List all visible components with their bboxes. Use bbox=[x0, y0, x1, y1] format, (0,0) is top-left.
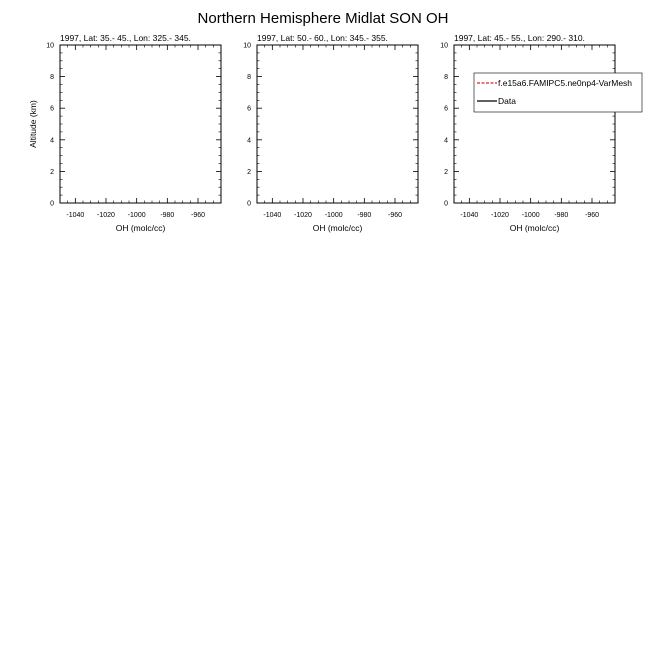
x-axis-label: OH (molc/cc) bbox=[312, 223, 363, 233]
y-tick-label: 10 bbox=[440, 42, 448, 50]
plot-frame bbox=[257, 45, 418, 203]
x-tick-label: -1040 bbox=[66, 212, 85, 219]
x-tick-label: -980 bbox=[357, 212, 372, 219]
y-tick-label: 2 bbox=[247, 168, 251, 176]
y-tick-label: 4 bbox=[444, 137, 448, 145]
legend-label: Data bbox=[498, 96, 516, 106]
x-axis-label: OH (molc/cc) bbox=[115, 223, 166, 233]
x-tick-label: -1020 bbox=[97, 212, 115, 219]
y-tick-label: 10 bbox=[243, 42, 251, 50]
y-tick-label: 4 bbox=[50, 137, 54, 145]
x-tick-label: -980 bbox=[160, 212, 175, 219]
x-tick-label: -960 bbox=[190, 212, 206, 219]
x-tick-label: -1000 bbox=[324, 212, 343, 219]
y-tick-label: 6 bbox=[444, 105, 448, 113]
x-tick-label: -1020 bbox=[294, 212, 312, 219]
panel-title: 1997, Lat: 35.- 45., Lon: 325.- 345. bbox=[60, 33, 191, 43]
x-tick-label: -1020 bbox=[491, 212, 509, 219]
y-tick-label: 10 bbox=[46, 42, 54, 50]
figure-title: Northern Hemisphere Midlat SON OH bbox=[197, 10, 449, 27]
legend bbox=[474, 73, 642, 112]
y-axis-label: Altitude (km) bbox=[28, 100, 38, 148]
y-tick-label: 8 bbox=[444, 74, 448, 82]
panel-3 bbox=[440, 33, 642, 233]
y-tick-label: 0 bbox=[50, 200, 54, 208]
plot-frame bbox=[454, 45, 615, 203]
y-tick-label: 6 bbox=[50, 105, 54, 113]
y-tick-label: 8 bbox=[247, 74, 251, 82]
y-tick-label: 8 bbox=[50, 74, 54, 82]
legend-label: f.e15a6.FAMIPC5.ne0np4-VarMesh bbox=[498, 78, 633, 88]
x-tick-label: -1040 bbox=[460, 212, 479, 219]
x-tick-label: -1000 bbox=[521, 212, 540, 219]
y-tick-label: 0 bbox=[444, 200, 448, 208]
panel-2 bbox=[243, 33, 418, 233]
plot-frame bbox=[60, 45, 221, 203]
panel-1 bbox=[28, 33, 221, 233]
panel-title: 1997, Lat: 50.- 60., Lon: 345.- 355. bbox=[257, 33, 388, 43]
x-tick-label: -960 bbox=[387, 212, 403, 219]
x-axis-label: OH (molc/cc) bbox=[509, 223, 560, 233]
panel-title: 1997, Lat: 45.- 55., Lon: 290.- 310. bbox=[454, 33, 585, 43]
x-tick-label: -1000 bbox=[127, 212, 146, 219]
x-tick-label: -960 bbox=[584, 212, 600, 219]
x-tick-label: -980 bbox=[554, 212, 569, 219]
y-tick-label: 0 bbox=[247, 200, 251, 208]
y-tick-label: 6 bbox=[247, 105, 251, 113]
panels bbox=[28, 33, 642, 233]
x-tick-label: -1040 bbox=[263, 212, 282, 219]
y-tick-label: 2 bbox=[50, 168, 54, 176]
y-tick-label: 4 bbox=[247, 137, 251, 145]
y-tick-label: 2 bbox=[444, 168, 448, 176]
